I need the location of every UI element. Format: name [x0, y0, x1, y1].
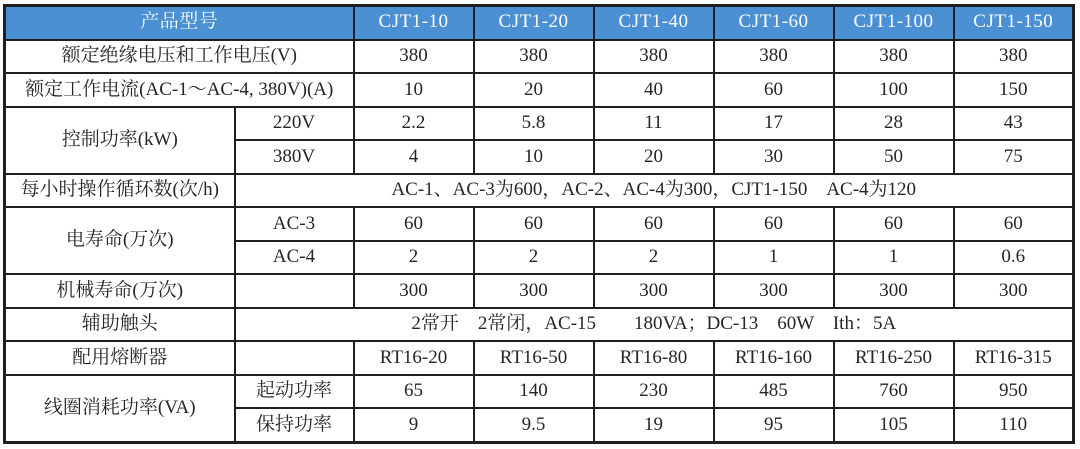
value-cell: 1	[714, 241, 834, 275]
row-label-insulation-voltage: 额定绝缘电压和工作电压(V)	[5, 40, 354, 74]
value-cell: 300	[834, 274, 954, 308]
value-cell: 17	[714, 107, 834, 141]
value-cell: 20	[474, 73, 594, 107]
value-cell: 300	[954, 274, 1074, 308]
sub-label-hold-power: 保持功率	[235, 408, 354, 442]
value-cell: 485	[714, 375, 834, 409]
row-mechanical-life	[5, 274, 1074, 308]
row-control-power-220v	[5, 107, 1074, 141]
value-cell: RT16-50	[474, 341, 594, 375]
row-label-aux-contact: 辅助触头	[5, 308, 235, 342]
empty-cell	[235, 274, 354, 308]
value-cell: 2	[474, 241, 594, 275]
value-cell: 60	[474, 207, 594, 241]
value-cell: 43	[954, 107, 1074, 141]
value-cell: 10	[474, 140, 594, 174]
value-cell: 11	[594, 107, 714, 141]
value-cell: 300	[594, 274, 714, 308]
value-cell: 28	[834, 107, 954, 141]
row-label-fuse: 配用熔断器	[5, 341, 235, 375]
value-cell: 1	[834, 241, 954, 275]
value-cell: 60	[354, 207, 474, 241]
value-cell: 40	[594, 73, 714, 107]
value-cell: 65	[354, 375, 474, 409]
value-cell: 105	[834, 408, 954, 442]
value-cell: 300	[474, 274, 594, 308]
col-header-cjt1-60: CJT1-60	[714, 6, 834, 40]
value-cell: 2	[594, 241, 714, 275]
value-cell: 50	[834, 140, 954, 174]
value-cell: 100	[834, 73, 954, 107]
value-cell: 300	[354, 274, 474, 308]
value-cell: 230	[594, 375, 714, 409]
header-product-model-label: 产品型号	[5, 6, 354, 40]
value-cell: 380	[714, 40, 834, 74]
value-cell: 380	[474, 40, 594, 74]
value-cell: RT16-250	[834, 341, 954, 375]
sub-label-ac3: AC-3	[235, 207, 354, 241]
value-cell: 300	[714, 274, 834, 308]
col-header-cjt1-20: CJT1-20	[474, 6, 594, 40]
col-header-cjt1-40: CJT1-40	[594, 6, 714, 40]
value-cell: RT16-315	[954, 341, 1074, 375]
value-cell: 380	[954, 40, 1074, 74]
value-cell: 9.5	[474, 408, 594, 442]
row-electrical-life-ac3	[5, 207, 1074, 241]
value-cell: 5.8	[474, 107, 594, 141]
row-coil-power-start	[5, 375, 1074, 409]
value-cell: 9	[354, 408, 474, 442]
sub-label-220v: 220V	[235, 107, 354, 141]
col-header-cjt1-150: CJT1-150	[954, 6, 1074, 40]
value-cell: 30	[714, 140, 834, 174]
value-cell: 60	[834, 207, 954, 241]
cjt1-spec-table	[3, 4, 1075, 444]
row-aux-contact	[5, 308, 1074, 342]
merged-cycles-cell: AC-1、AC-3为600，AC-2、AC-4为300，CJT1-150 AC-4为120	[235, 174, 1074, 208]
value-cell: RT16-20	[354, 341, 474, 375]
value-cell: 60	[714, 207, 834, 241]
row-cycles-per-hour	[5, 174, 1074, 208]
value-cell: 19	[594, 408, 714, 442]
value-cell: 380	[834, 40, 954, 74]
value-cell: 950	[954, 375, 1074, 409]
value-cell: 150	[954, 73, 1074, 107]
value-cell: 110	[954, 408, 1074, 442]
sub-label-380v: 380V	[235, 140, 354, 174]
value-cell: 20	[594, 140, 714, 174]
value-cell: 380	[354, 40, 474, 74]
value-cell: 60	[954, 207, 1074, 241]
value-cell: 75	[954, 140, 1074, 174]
value-cell: RT16-80	[594, 341, 714, 375]
value-cell: 2.2	[354, 107, 474, 141]
row-insulation-voltage	[5, 40, 1074, 74]
value-cell: RT16-160	[714, 341, 834, 375]
row-label-mechanical-life: 机械寿命(万次)	[5, 274, 235, 308]
value-cell: 60	[594, 207, 714, 241]
row-fuse	[5, 341, 1074, 375]
value-cell: 60	[714, 73, 834, 107]
row-label-coil-power: 线圈消耗功率(VA)	[5, 375, 235, 443]
value-cell: 4	[354, 140, 474, 174]
value-cell: 2	[354, 241, 474, 275]
sub-label-start-power: 起动功率	[235, 375, 354, 409]
row-label-control-power: 控制功率(kW)	[5, 107, 235, 174]
row-working-current	[5, 73, 1074, 107]
value-cell: 95	[714, 408, 834, 442]
value-cell: 140	[474, 375, 594, 409]
value-cell: 0.6	[954, 241, 1074, 275]
value-cell: 380	[594, 40, 714, 74]
row-label-working-current: 额定工作电流(AC-1～AC-4, 380V)(A)	[5, 73, 354, 107]
row-label-cycles-per-hour: 每小时操作循环数(次/h)	[5, 174, 235, 208]
empty-cell	[235, 341, 354, 375]
value-cell: 10	[354, 73, 474, 107]
header-row	[5, 6, 1074, 40]
value-cell: 760	[834, 375, 954, 409]
merged-aux-contact-cell: 2常开 2常闭，AC-15 180VA；DC-13 60W Ith：5A	[235, 308, 1074, 342]
sub-label-ac4: AC-4	[235, 241, 354, 275]
col-header-cjt1-10: CJT1-10	[354, 6, 474, 40]
col-header-cjt1-100: CJT1-100	[834, 6, 954, 40]
row-label-electrical-life: 电寿命(万次)	[5, 207, 235, 274]
